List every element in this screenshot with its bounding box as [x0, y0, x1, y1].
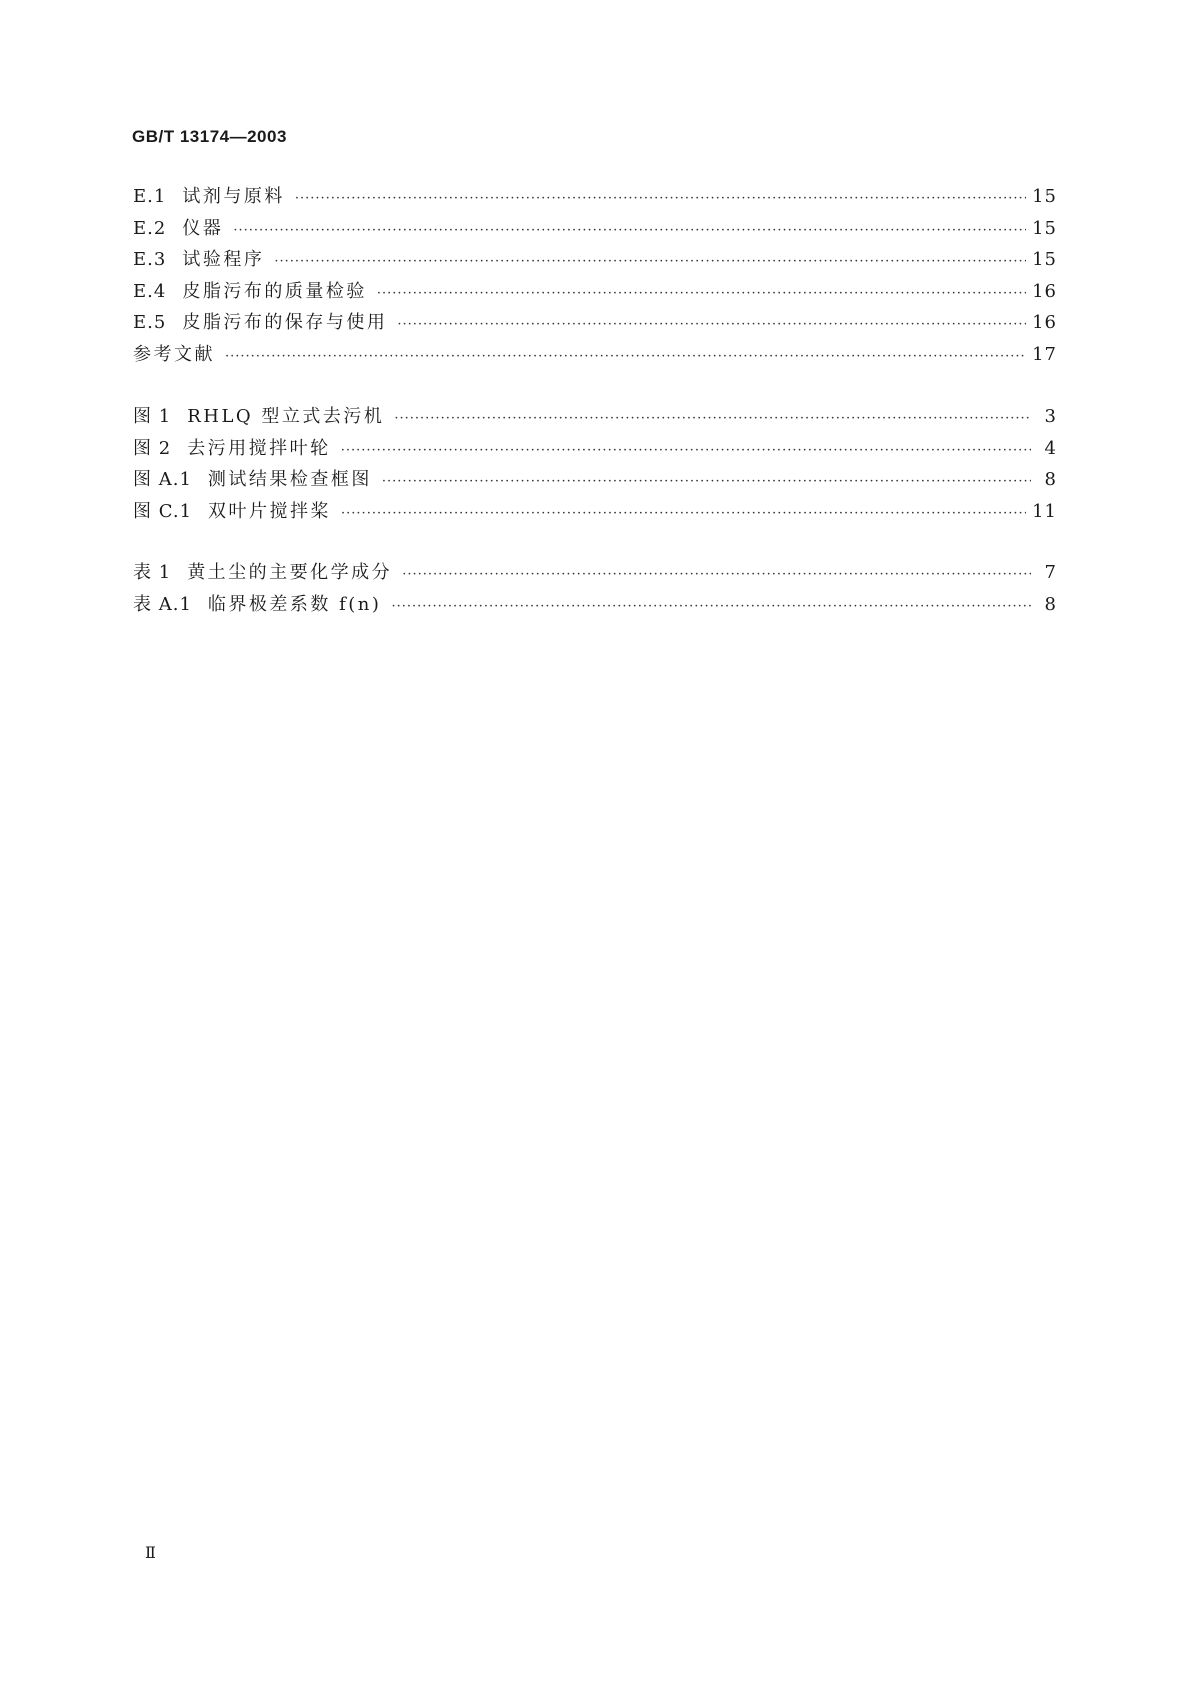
toc-entry-title: 双叶片搅拌桨	[208, 500, 332, 522]
toc-entry-page: 4	[1044, 437, 1057, 459]
toc-entry-number: E.2	[133, 217, 167, 239]
toc-entry-page: 8	[1044, 469, 1057, 491]
toc-entry-page: 15	[1032, 217, 1057, 239]
toc-figures	[133, 401, 1057, 527]
toc-leader-dots	[274, 246, 1026, 278]
standard-id: GB/T 13174—2003	[132, 127, 287, 146]
page-number: Ⅱ	[145, 1543, 156, 1562]
toc-entry-page: 11	[1032, 500, 1057, 522]
toc-entry-title: 试验程序	[182, 249, 265, 271]
toc-entry-title: 仪器	[182, 217, 224, 239]
toc-entry-number: E.4	[133, 280, 167, 302]
toc-entry[interactable]	[133, 181, 1057, 213]
toc-entry-title: 皮脂污布的保存与使用	[182, 312, 388, 334]
toc-sections	[133, 181, 1057, 371]
toc-entry-page: 16	[1032, 280, 1057, 302]
toc-entry-page: 8	[1044, 593, 1057, 615]
toc-leader-dots	[295, 183, 1026, 215]
toc-entry[interactable]	[133, 213, 1057, 245]
toc-leader-dots	[394, 403, 1031, 435]
toc-leader-dots	[233, 215, 1026, 247]
toc-tables	[133, 557, 1057, 620]
toc-entry[interactable]	[133, 276, 1057, 308]
toc-entry-title: 测试结果检查框图	[207, 469, 372, 491]
toc-entry-title: 参考文献	[133, 343, 215, 365]
toc-figure-entry[interactable]	[133, 496, 1057, 528]
toc-entry-number: E.1	[133, 186, 167, 207]
toc-entry-page: 15	[1032, 249, 1057, 271]
toc-leader-dots	[341, 435, 1031, 467]
toc-entry-number: E.5	[133, 312, 167, 334]
toc-leader-dots	[341, 498, 1026, 530]
toc-figure-entry[interactable]	[133, 401, 1057, 433]
toc-entry-number: 表 1	[133, 562, 172, 583]
toc-entry-number: 图 2	[133, 437, 172, 459]
toc-entry-page: 16	[1032, 312, 1057, 334]
toc-entry-number: 图 A.1	[133, 469, 192, 491]
toc-entry[interactable]	[133, 307, 1057, 339]
toc-figure-entry[interactable]	[133, 464, 1057, 496]
toc-entry-title: 黄土尘的主要化学成分	[187, 562, 393, 583]
toc-leader-dots	[382, 466, 1031, 498]
toc-entry-page: 3	[1044, 406, 1057, 427]
toc-entry-number: E.3	[133, 249, 167, 271]
toc-table-entry[interactable]	[133, 589, 1057, 621]
toc-leader-dots	[402, 559, 1031, 591]
toc-leader-dots	[391, 591, 1031, 623]
toc-entry-page: 7	[1044, 562, 1057, 583]
toc-entry-title: 去污用搅拌叶轮	[187, 437, 331, 459]
toc-entry-title: RHLQ 型立式去污机	[187, 406, 385, 427]
toc-entry[interactable]	[133, 339, 1057, 371]
toc-entry-title: 临界极差系数 f(n)	[207, 593, 382, 615]
toc-entry-page: 15	[1032, 186, 1057, 207]
toc-leader-dots	[377, 278, 1026, 310]
toc-entry-page: 17	[1032, 343, 1057, 365]
toc-entry-title: 试剂与原料	[182, 186, 285, 207]
toc-entry-number: 表 A.1	[133, 593, 192, 615]
toc-entry-number: 图 C.1	[133, 500, 193, 522]
toc-entry-title: 皮脂污布的质量检验	[182, 280, 367, 302]
toc-table-entry[interactable]	[133, 557, 1057, 589]
toc-figure-entry[interactable]	[133, 433, 1057, 465]
toc-leader-dots	[397, 309, 1026, 341]
toc-leader-dots	[225, 341, 1026, 373]
toc-entry[interactable]	[133, 244, 1057, 276]
toc-entry-number: 图 1	[133, 406, 172, 427]
